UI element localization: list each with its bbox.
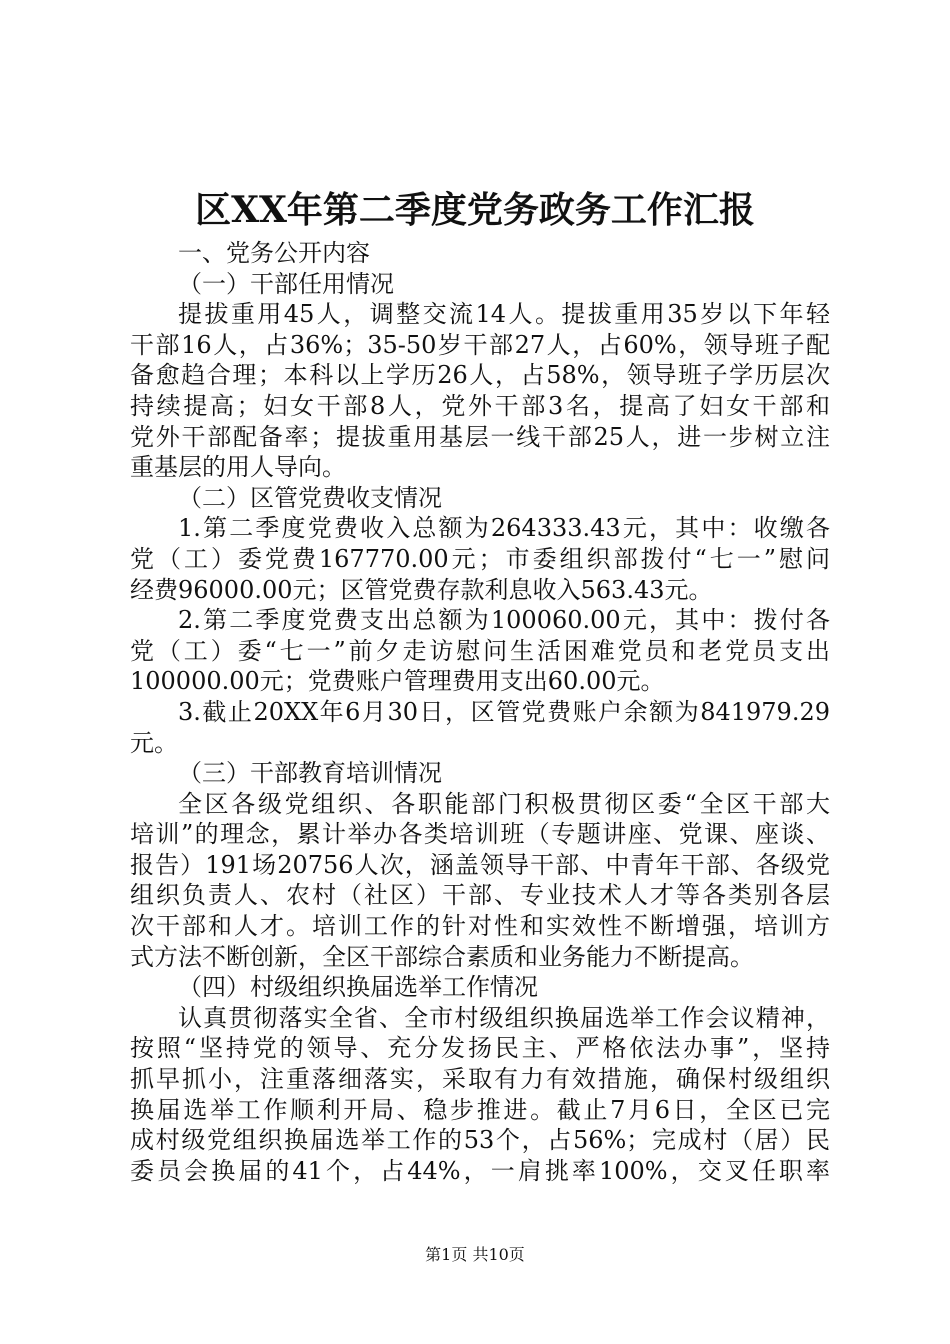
paragraph-line: 式方法不断创新，全区干部综合素质和业务能力不断提高。	[130, 942, 754, 971]
paragraph-line: 培训”的理念，累计举办各类培训班（专题讲座、党课、座谈、	[130, 820, 830, 849]
paragraph-line: 全区各级党组织、各职能部门积极贯彻区委“全区干部大	[178, 789, 830, 818]
paragraph-line: 2.第二季度党费支出总额为100060.00元，其中：拨付各	[178, 606, 830, 635]
paragraph-line: 成村级党组织换届选举工作的53个，占56%；完成村（居）民	[130, 1126, 830, 1155]
paragraph-line: 组织负责人、农村（社区）干部、专业技术人才等各类别各层	[130, 881, 830, 910]
document-body	[130, 238, 830, 1186]
paragraph-line: 党外干部配备率；提拔重用基层一线干部25人，进一步树立注	[130, 422, 830, 451]
subsection-heading: （三）干部教育培训情况	[178, 759, 442, 788]
subsection-heading: （四）村级组织换届选举工作情况	[178, 973, 538, 1002]
paragraph-line: 认真贯彻落实全省、全市村级组织换届选举工作会议精神，	[178, 1003, 830, 1032]
paragraph-line: 党（工）委“七一”前夕走访慰问生活困难党员和老党员支出	[130, 636, 830, 665]
paragraph-line: 100000.00元；党费账户管理费用支出60.00元。	[130, 667, 665, 696]
subsection-heading: （二）区管党费收支情况	[178, 483, 442, 512]
paragraph-line: 持续提高；妇女干部8人，党外干部3名，提高了妇女干部和	[130, 391, 830, 420]
paragraph-line: 3.截止20XX年6月30日，区管党费账户余额为841979.29	[178, 697, 830, 726]
paragraph-line: 1.第二季度党费收入总额为264333.43元，其中：收缴各	[178, 514, 830, 543]
paragraph-line: 干部16人，占36%；35-50岁干部27人，占60%，领导班子配	[130, 330, 830, 359]
paragraph-line: 按照“坚持党的领导、充分发扬民主、严格依法办事”，坚持	[130, 1034, 830, 1063]
paragraph-line: 重基层的用人导向。	[130, 453, 346, 482]
section-heading: 一、党务公开内容	[178, 239, 370, 267]
paragraph-line: 换届选举工作顺利开局、稳步推进。截止7月6日，全区已完	[130, 1095, 830, 1124]
paragraph-line: 报告）191场20756人次，涵盖领导干部、中青年干部、各级党	[130, 850, 830, 879]
paragraph-line: 提拔重用45人，调整交流14人。提拔重用35岁以下年轻	[178, 300, 830, 329]
subsection-heading: （一）干部任用情况	[178, 269, 394, 298]
paragraph-line: 委员会换届的41个，占44%，一肩挑率100%，交叉任职率	[130, 1156, 830, 1185]
paragraph-line: 次干部和人才。培训工作的针对性和实效性不断增强，培训方	[130, 912, 830, 941]
paragraph-line: 党（工）委党费167770.00元；市委组织部拨付“七一”慰问	[130, 544, 830, 573]
paragraph-line: 经费96000.00元；区管党费存款利息收入563.43元。	[130, 575, 713, 604]
paragraph-line: 抓早抓小，注重落细落实，采取有力有效措施，确保村级组织	[130, 1065, 830, 1094]
paragraph-line: 备愈趋合理；本科以上学历26人，占58%，领导班子学历层次	[130, 361, 830, 390]
paragraph-line: 元。	[130, 728, 178, 757]
page-number-footer: 第1页 共10页	[425, 1245, 525, 1264]
document-title: 区XX年第二季度党务政务工作汇报	[195, 189, 755, 231]
